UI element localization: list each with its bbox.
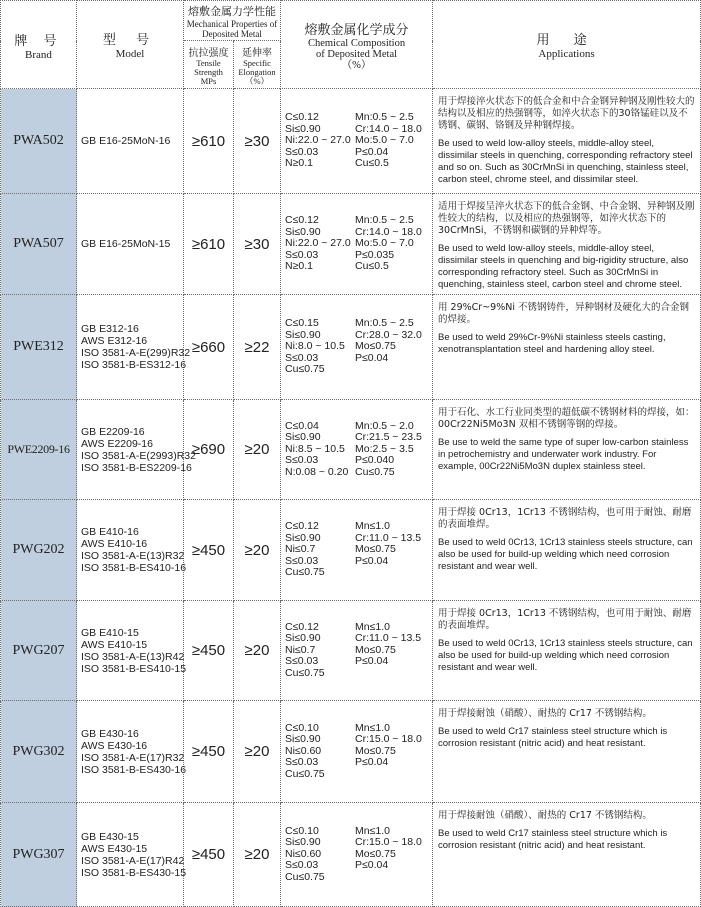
brand-cell: PWG302 xyxy=(1,701,77,803)
application-en: Be used to weld Cr17 stainless steel structure which is corrosion resistant (nitric acid) and heat resistant. xyxy=(438,828,668,851)
header-brand xyxy=(1,1,77,89)
elongation-cell: ≥20 xyxy=(234,500,281,601)
element-value xyxy=(355,567,435,579)
element-value: S≤0.03 xyxy=(285,756,319,769)
header-model-en: Model xyxy=(115,48,145,60)
element-value: Si≤0.90 xyxy=(285,122,321,135)
application-cn: 适用于焊接呈淬火状态下的低合金钢、中合金钢、异种钢及刚性较大的结构，以及相应的热强钢等，如淬火状态下的30CrMnSi，不锈钢和碳钢的异种焊等。 xyxy=(438,201,695,236)
tensile-strength-cell: ≥450 xyxy=(184,701,234,803)
element-value: C≤0.12 xyxy=(285,214,319,227)
model-cell xyxy=(77,701,187,803)
chemical-composition-grid xyxy=(285,215,432,273)
element-value: Mo:5.0 ~ 7.0 xyxy=(355,134,414,147)
element-value: Cu≤0.75 xyxy=(285,666,325,679)
table-row xyxy=(1,701,701,803)
application-cn: 用于焊接 0Cr13，1Cr13 不锈钢结构，也可用于耐蚀、耐磨的表面堆焊。 xyxy=(438,608,692,631)
model-code: ISO 3581-B-ES410-16 xyxy=(81,562,187,574)
elongation-cell: ≥30 xyxy=(234,194,281,295)
model-code: GB E430-15 xyxy=(81,830,139,843)
chemical-composition-grid xyxy=(285,521,432,579)
element-value: Mn≤1.0 xyxy=(355,520,390,533)
element-value: Mn:0.5 ~ 2.5 xyxy=(355,317,414,330)
model-code: ISO 3581-A-E(17)R32 xyxy=(81,751,185,764)
model-code: AWS E2209-16 xyxy=(81,437,153,450)
model-code: GB E2209-16 xyxy=(81,425,145,438)
brand-cell: PWE312 xyxy=(1,295,77,400)
chemical-composition-cell xyxy=(281,500,433,601)
model-code: ISO 3581-A-E(13)R32 xyxy=(81,550,185,562)
chemical-composition-cell xyxy=(281,601,433,701)
model-code: GB E410-16 xyxy=(81,526,139,538)
header-applications-en: Applications xyxy=(538,48,595,60)
chemical-composition-grid xyxy=(285,421,432,479)
element-value: Mo:2.5 ~ 3.5 xyxy=(355,442,414,455)
model-code: ISO 3581-A-E(13)R42 xyxy=(81,650,185,663)
model-code: ISO 3581-B-ES430-16 xyxy=(81,763,187,776)
header-elongation xyxy=(234,41,281,89)
brand-cell: PWG202 xyxy=(1,500,77,601)
element-value: Mo:5.0 ~ 7.0 xyxy=(355,237,414,250)
application-en: Be used to weld 0Cr13, 1Cr13 stainless steels structure, can also be used for build-up welding which need corrosion resistant and wear well. xyxy=(438,638,693,673)
element-value: C≤0.12 xyxy=(285,520,319,533)
element-value xyxy=(355,668,435,680)
element-value: Cr:11.0 ~ 13.5 xyxy=(355,632,422,645)
tensile-strength-cell: ≥610 xyxy=(184,89,234,194)
application-cn: 用于焊接淬火状态下的低合金和中合金钢异种钢及刚性较大的结构以及相应的热强钢等，如淬火状态下的30铬锰硅以及不锈钢、碳钢、铬钢及异种钢焊接。 xyxy=(438,96,695,131)
header-brand-en: Brand xyxy=(25,49,52,61)
header-tensile-en-2: Strength xyxy=(194,66,223,77)
model-code: GB E16-25MoN-15 xyxy=(81,238,171,250)
element-value: S≤0.03 xyxy=(285,454,319,467)
model-code: AWS E430-16 xyxy=(81,739,148,752)
header-tensile xyxy=(184,41,234,89)
chemical-composition-grid xyxy=(285,622,432,680)
tensile-strength-cell: ≥450 xyxy=(184,500,234,601)
element-value: Cr:14.0 ~ 18.0 xyxy=(355,122,422,135)
element-value: Mn:0.5 ~ 2.0 xyxy=(355,419,414,432)
element-value: P≤0.04 xyxy=(355,145,389,158)
applications-cell xyxy=(433,89,701,194)
element-value: S≤0.03 xyxy=(285,859,319,872)
element-value: C≤0.15 xyxy=(285,317,319,330)
element-value xyxy=(355,364,435,376)
header-elongation-en-1: Specific xyxy=(243,57,271,68)
element-value: S≤0.03 xyxy=(285,145,319,158)
element-value: C≤0.12 xyxy=(285,620,319,633)
application-cn: 用于焊接耐蚀（硝酸）、耐热的 Cr17 不锈钢结构。 xyxy=(438,810,652,821)
table-row xyxy=(1,194,701,295)
brand-cell: PWA502 xyxy=(1,89,77,194)
element-value: Cu≤0.5 xyxy=(355,260,389,273)
table-row xyxy=(1,400,701,500)
applications-cell xyxy=(433,194,701,295)
element-value: P≤0.040 xyxy=(355,454,395,467)
element-value: Mn≤1.0 xyxy=(355,721,390,734)
chemical-composition-cell xyxy=(281,803,433,907)
header-tensile-cn: 抗拉强度 xyxy=(188,47,229,59)
element-value: Si≤0.90 xyxy=(285,836,321,849)
model-code: GB E430-16 xyxy=(81,727,139,740)
element-value: Mo≤0.75 xyxy=(355,744,396,757)
element-value: Ni≤0.60 xyxy=(285,744,322,757)
model-code: GB E312-16 xyxy=(81,323,139,335)
element-value: C≤0.10 xyxy=(285,824,319,837)
element-value: Cr:15.0 ~ 18.0 xyxy=(355,733,422,746)
element-value: P≤0.04 xyxy=(355,655,389,668)
model-cell xyxy=(77,400,196,500)
header-tensile-unit: MPs xyxy=(200,75,217,86)
chemical-composition-cell xyxy=(281,295,433,400)
model-code: AWS E312-16 xyxy=(81,335,148,347)
header-chemical-en-1: Chemical Composition xyxy=(307,37,406,49)
element-value: P≤0.04 xyxy=(355,351,389,364)
element-value: Mo≤0.75 xyxy=(355,543,396,556)
header-tensile-en-1: Tensile xyxy=(196,57,221,68)
application-cn: 用 29%Cr~9%Ni 不锈钢铸件，异种钢材及硬化大的合金钢的焊接。 xyxy=(438,302,689,325)
applications-cell xyxy=(433,295,701,400)
element-value: C≤0.04 xyxy=(285,419,319,432)
brand-cell: PWE2209-16 xyxy=(1,400,77,500)
tensile-strength-cell: ≥610 xyxy=(184,194,234,295)
brand-cell: PWA507 xyxy=(1,194,77,295)
element-value: Mo≤0.75 xyxy=(355,643,396,656)
element-value: P≤0.035 xyxy=(355,248,395,261)
elongation-cell: ≥20 xyxy=(234,400,281,500)
header-brand-cn: 牌 号 xyxy=(14,34,63,49)
element-value: S≤0.03 xyxy=(285,554,319,567)
element-value: Cr:14.0 ~ 18.0 xyxy=(355,225,422,238)
applications-cell xyxy=(433,500,701,601)
tensile-strength-cell: ≥450 xyxy=(184,601,234,701)
model-code: ISO 3581-A-E(299)R32 xyxy=(81,347,191,359)
model-code: ISO 3581-A-E(2993)R32 xyxy=(81,449,196,462)
table-row xyxy=(1,500,701,601)
chemical-composition-cell xyxy=(281,701,433,803)
element-value: Ni≤0.7 xyxy=(285,643,316,656)
application-en: Be used to weld 0Cr13, 1Cr13 stainless steels structure, can also be used for build-up welding which need corrosion resistant and wear well. xyxy=(438,537,693,572)
element-value: Cr:21.5 ~ 23.5 xyxy=(355,431,422,444)
element-value: Ni:8.0 ~ 10.5 xyxy=(285,340,345,353)
elongation-cell: ≥20 xyxy=(234,601,281,701)
applications-cell xyxy=(433,400,701,500)
header-applications-cn: 用 途 xyxy=(536,33,597,48)
model-cell xyxy=(77,89,184,194)
element-value: Cu≤0.75 xyxy=(285,870,325,883)
brand-cell: PWG207 xyxy=(1,601,77,701)
chemical-composition-cell xyxy=(281,194,433,295)
element-value: Si≤0.90 xyxy=(285,431,321,444)
model-code: ISO 3581-B-ES312-16 xyxy=(81,359,187,371)
element-value: P≤0.04 xyxy=(355,756,389,769)
elongation-cell: ≥20 xyxy=(234,701,281,803)
model-code: GB E16-25MoN-16 xyxy=(81,135,171,147)
element-value: Si≤0.90 xyxy=(285,632,321,645)
model-cell xyxy=(77,500,187,601)
chemical-composition-grid xyxy=(285,723,432,781)
element-value: Mn≤1.0 xyxy=(355,824,390,837)
applications-cell xyxy=(433,803,701,907)
element-value: Ni≤0.60 xyxy=(285,847,322,860)
element-value: Cu≤0.75 xyxy=(285,767,325,780)
element-value xyxy=(355,769,435,781)
element-value: S≤0.03 xyxy=(285,351,319,364)
element-value: Si≤0.90 xyxy=(285,328,321,341)
model-code: GB E410-15 xyxy=(81,626,139,639)
element-value: Mo≤0.75 xyxy=(355,847,396,860)
header-chemical-en-2: of Deposited Metal xyxy=(315,48,398,60)
element-value: Cu≤0.75 xyxy=(355,465,395,478)
table-row xyxy=(1,601,701,701)
model-code: ISO 3581-B-ES410-15 xyxy=(81,662,187,675)
element-value: Cu≤0.75 xyxy=(285,363,325,376)
application-en: Be used to weld low-alloy steels, middle-alloy steel, dissimilar steels in quenching, corresponding refractory steel and so on. Such as 30CrMnSi in quenching, stainless steel, carbon steel, chrome steel, and dissimilar steel. xyxy=(438,138,693,185)
element-value: Cr:11.0 ~ 13.5 xyxy=(355,531,422,544)
header-row-top xyxy=(1,1,701,41)
chemical-composition-cell xyxy=(281,89,433,194)
application-en: Be used to weld 29%Cr-9%Ni stainless steels casting, xenotransplantation steel and hardening alloy steel. xyxy=(438,332,666,355)
chemical-composition-grid xyxy=(285,826,432,884)
brand-cell: PWG307 xyxy=(1,803,77,907)
element-value xyxy=(355,872,435,884)
header-applications xyxy=(433,1,701,89)
header-elongation-en-2: Elongation xyxy=(238,66,276,77)
element-value: Ni:22.0 ~ 27.0 xyxy=(285,134,351,147)
element-value: Mn≤1.0 xyxy=(355,620,390,633)
header-model xyxy=(77,1,184,89)
element-value: Si≤0.90 xyxy=(285,531,321,544)
tensile-strength-cell: ≥450 xyxy=(184,803,234,907)
model-code: ISO 3581-B-ES430-15 xyxy=(81,866,187,879)
application-cn: 用于焊接 0Cr13，1Cr13 不锈钢结构，也可用于耐蚀、耐磨的表面堆焊。 xyxy=(438,507,692,530)
element-value: Cr:15.0 ~ 18.0 xyxy=(355,836,422,849)
tensile-strength-cell: ≥660 xyxy=(184,295,234,400)
elongation-cell: ≥20 xyxy=(234,803,281,907)
element-value: C≤0.10 xyxy=(285,721,319,734)
table-row xyxy=(1,89,701,194)
model-cell xyxy=(77,803,187,907)
header-elongation-unit: （%） xyxy=(244,75,270,86)
application-en: Be used to weld Cr17 stainless steel structure which is corrosion resistant (nitric acid) and heat resistant. xyxy=(438,726,668,749)
model-code: AWS E410-16 xyxy=(81,538,148,550)
table-row xyxy=(1,295,701,400)
application-en: Be used to weld low-alloy steels, middle-alloy steel, dissimilar steels in quenching and big-rigidity structure, also corresponding refractory steel. Such as 30CrMnSi in quenching, stainless steel, carbon steel and chrome steel. xyxy=(438,243,689,290)
header-chemical-en-3: （%） xyxy=(341,59,372,71)
element-value: P≤0.04 xyxy=(355,859,389,872)
header-mechanical xyxy=(184,1,281,41)
application-cn: 用于焊接耐蚀（硝酸）、耐热的 Cr17 不锈钢结构。 xyxy=(438,708,652,719)
header-elongation-cn: 延伸率 xyxy=(242,47,272,59)
model-code: ISO 3581-A-E(17)R42 xyxy=(81,854,185,867)
chemical-composition-grid xyxy=(285,112,432,170)
element-value: Ni:22.0 ~ 27.0 xyxy=(285,237,351,250)
header-chemical xyxy=(281,1,433,89)
element-value: Mo≤0.75 xyxy=(355,340,396,353)
elongation-cell: ≥30 xyxy=(234,89,281,194)
header-mechanical-en: Mechanical Properties of Deposited Metal xyxy=(186,18,278,39)
element-value: C≤0.12 xyxy=(285,111,319,124)
element-value: Cu≤0.75 xyxy=(285,566,325,579)
elongation-cell: ≥22 xyxy=(234,295,281,400)
tensile-strength-cell: ≥690 xyxy=(184,400,234,500)
model-code: AWS E410-15 xyxy=(81,638,148,651)
chemical-composition-grid xyxy=(285,318,432,376)
element-value: Cu≤0.5 xyxy=(355,157,389,170)
applications-cell xyxy=(433,701,701,803)
application-cn: 用于石化、水工行业同类型的超低碳不锈钢材料的焊接，如：00Cr22Ni5Mo3N 双相不锈钢等钢的焊接。 xyxy=(438,407,695,430)
application-en: Be use to weld the same type of super low-carbon stainless in petrochemistry and underwater work industry. For example, 00Cr22Ni5Mo3N duplex stainless steel. xyxy=(438,437,689,472)
chemical-composition-cell xyxy=(281,400,433,500)
element-value: Ni:8.5 ~ 10.5 xyxy=(285,442,345,455)
element-value: Ni≤0.7 xyxy=(285,543,316,556)
table-body xyxy=(1,89,701,907)
element-value: Mn:0.5 ~ 2.5 xyxy=(355,214,414,227)
element-value: Mn:0.5 ~ 2.5 xyxy=(355,111,414,124)
header-model-cn: 型 号 xyxy=(102,33,158,48)
model-cell xyxy=(77,194,184,295)
model-code: ISO 3581-B-ES2209-16 xyxy=(81,461,192,474)
element-value: Si≤0.90 xyxy=(285,225,321,238)
element-value: Cr:28.0 ~ 32.0 xyxy=(355,328,422,341)
table-row xyxy=(1,803,701,907)
model-cell xyxy=(77,601,187,701)
element-value: Si≤0.90 xyxy=(285,733,321,746)
element-value: S≤0.03 xyxy=(285,655,319,668)
model-code: AWS E430-15 xyxy=(81,842,148,855)
model-cell xyxy=(77,295,191,400)
element-value: S≤0.03 xyxy=(285,248,319,261)
header-mechanical-cn: 熔敷金属力学性能 xyxy=(188,4,276,18)
element-value: N≥0.1 xyxy=(285,157,313,170)
element-value: P≤0.04 xyxy=(355,554,389,567)
applications-cell xyxy=(433,601,701,701)
element-value: N≥0.1 xyxy=(285,260,313,273)
header-chemical-cn: 熔敷金属化学成分 xyxy=(304,22,409,38)
element-value: N:0.08 ~ 0.20 xyxy=(285,465,349,478)
